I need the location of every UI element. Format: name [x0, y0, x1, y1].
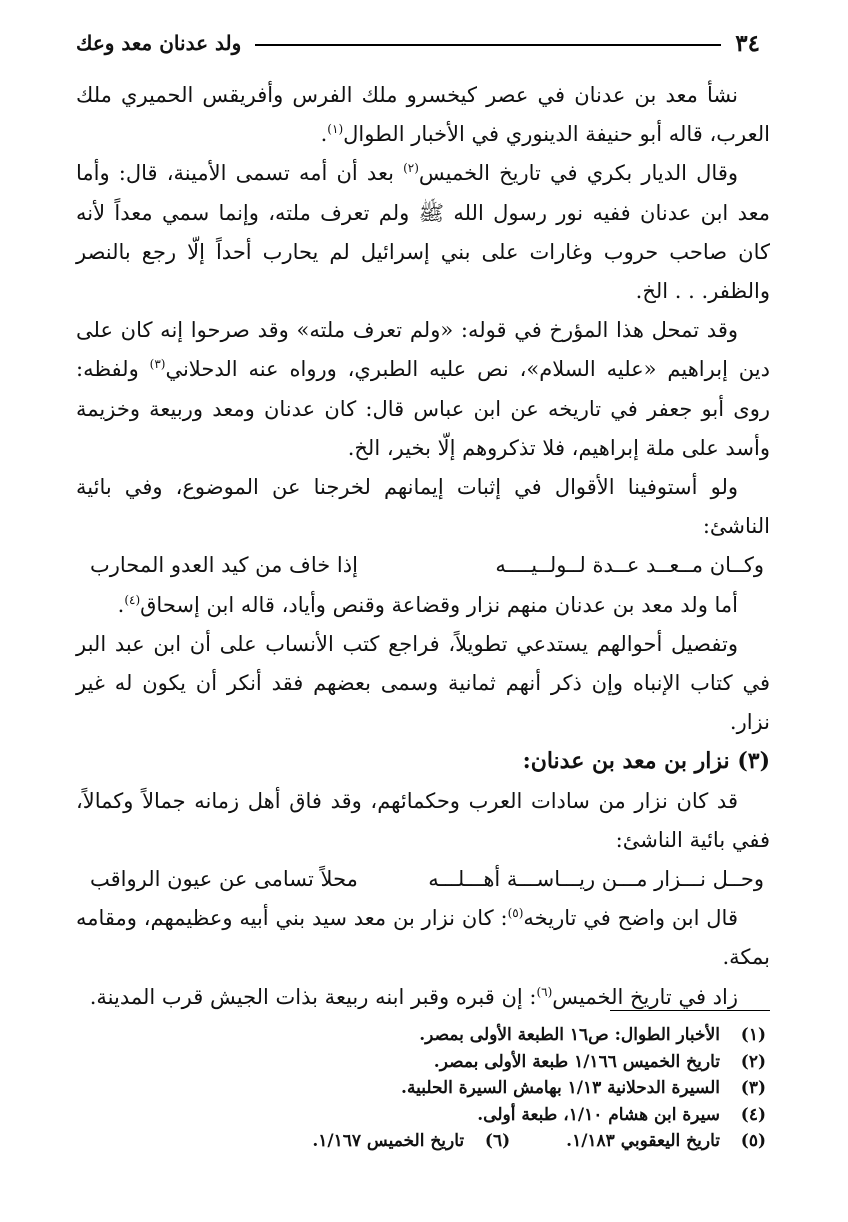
paragraph	[76, 899, 770, 977]
footnote-text: الأخبار الطوال: ص١٦ الطبعة الأولى بمصر.	[419, 1025, 720, 1045]
footnote-number: (٢)	[740, 1051, 766, 1072]
footnote-text: تاريخ اليعقوبي ١/١٨٣.	[566, 1131, 720, 1151]
paragraph	[76, 311, 770, 468]
paragraph-text: قال ابن واضح في تاريخه	[523, 906, 738, 931]
page-header	[76, 26, 760, 60]
footnote-text: السيرة الدحلانية ١/١٣ بهامش السيرة الحلبية.	[401, 1078, 720, 1098]
verse-hemistich: محلاً تسامى عن عيون الرواقب	[90, 867, 358, 892]
paragraph: قد كان نزار من سادات العرب وحكمائهم، وقد فاق أهل زمانه جمالاً وكمالاً، ففي بائية الناشئ:	[76, 788, 770, 852]
footnote	[100, 1075, 766, 1102]
footnote-ref: (٥)	[507, 906, 524, 921]
paragraph-text: بعد أن أمه تسمى الأمينة، قال: وأما معد ابن عدنان ففيه نور رسول الله ﷺ ولم تعرف ملته، وإنما سمي معداً لأنه كان صاحب حروب وغارات على بني إسرائيل لم يحارب أحداً إلّا رجع بالنصر والظفر. . . الخ.	[76, 161, 770, 304]
footnote-number: (١)	[740, 1025, 766, 1045]
footnote-number: (٦)	[484, 1131, 511, 1151]
body-text	[76, 76, 770, 1017]
footnote	[312, 1128, 510, 1155]
paragraph	[76, 154, 770, 311]
footnote	[100, 1022, 766, 1049]
footnote-ref: (١)	[327, 122, 344, 137]
footnote-text: سيرة ابن هشام ١/١٠، طبعة أولى.	[477, 1104, 720, 1125]
footnote-number: (٤)	[740, 1104, 766, 1125]
paragraph-end: .	[117, 592, 125, 617]
footnote-text: تاريخ الخميس ١/١٦٦ طبعة الأولى بمصر.	[433, 1051, 720, 1072]
paragraph: وتفصيل أحوالهم يستدعي تطويلاً، فراجع كتب الأنساب على أن ابن عبد البر في كتاب الإنباه وإن ذكر أنهم ثمانية وسمى بعضهم فقد أنكر أن يكون له غير نزار.	[76, 631, 770, 735]
paragraph-text: وقال الديار بكري في تاريخ الخميس	[418, 161, 738, 186]
footnote	[100, 1102, 766, 1129]
verse-hemistich: وكــان مــعــد عــدة لــولــيــــه	[495, 553, 764, 578]
footnotes	[100, 1022, 766, 1155]
footnote-ref: (٣)	[149, 357, 166, 372]
footnote	[100, 1049, 766, 1076]
paragraph	[76, 586, 770, 625]
footnote-separator	[610, 1010, 770, 1011]
paragraph-text: زاد في تاريخ الخميس	[552, 984, 738, 1009]
footnote-ref: (٦)	[536, 984, 553, 999]
poem-verse	[76, 860, 770, 899]
footnote-row	[100, 1128, 766, 1155]
verse-hemistich: إذا خاف من كيد العدو المحارب	[90, 553, 358, 578]
paragraph-text: نشأ معد بن عدنان في عصر كيخسرو ملك الفرس وأفريقس الحميري ملك العرب، قاله أبو حنيفة الدينوري في الأخبار الطوال	[76, 83, 770, 147]
footnote-ref: (٤)	[124, 592, 141, 607]
paragraph-text: وقد تمحل هذا المؤرخ في قوله: «ولم تعرف ملته» وقد صرحوا إنه كان على دين إبراهيم «عليه السلام»، نص عليه الطبري، ورواه عنه الدحلاني	[76, 318, 770, 382]
poem-verse	[76, 546, 770, 585]
paragraph-text: : إن قبره وقبر ابنه ربيعة بذات الجيش قرب المدينة.	[89, 984, 537, 1009]
footnote-ref: (٢)	[403, 161, 419, 176]
footnote-number: (٥)	[740, 1131, 766, 1151]
verse-hemistich: وحــل نـــزار مـــن ريـــاســـة أهـــلـــه	[428, 867, 764, 892]
page-number: ٣٤	[735, 29, 760, 57]
footnote-number: (٣)	[740, 1078, 766, 1098]
paragraph-text: أما ولد معد بن عدنان منهم نزار وقضاعة وقنص وأياد، قاله ابن إسحاق	[140, 592, 738, 617]
paragraph-text: ولفظه: روى أبو جعفر في تاريخه عن ابن عباس قال: كان عدنان ومعد وربيعة وخزيمة وأسد على ملة إبراهيم، فلا تذكروهم إلّا بخير، الخ.	[76, 357, 771, 460]
footnote-text: تاريخ الخميس ١/١٦٧.	[312, 1131, 465, 1151]
section-heading: (٣) نزار بن معد بن عدنان:	[522, 748, 770, 775]
paragraph: ولو أستوفينا الأقوال في إثبات إيمانهم لخرجنا عن الموضوع، وفي بائية الناشئ:	[76, 475, 770, 539]
paragraph-text: : كان نزار بن معد سيد بني أبيه وعظيمهم، ومقامه بمكة.	[76, 906, 770, 970]
running-title: ولد عدنان معد وعك	[76, 31, 242, 55]
paragraph	[76, 76, 770, 154]
paragraph-end: .	[320, 122, 328, 147]
footnote	[566, 1128, 766, 1155]
header-rule	[255, 44, 721, 46]
